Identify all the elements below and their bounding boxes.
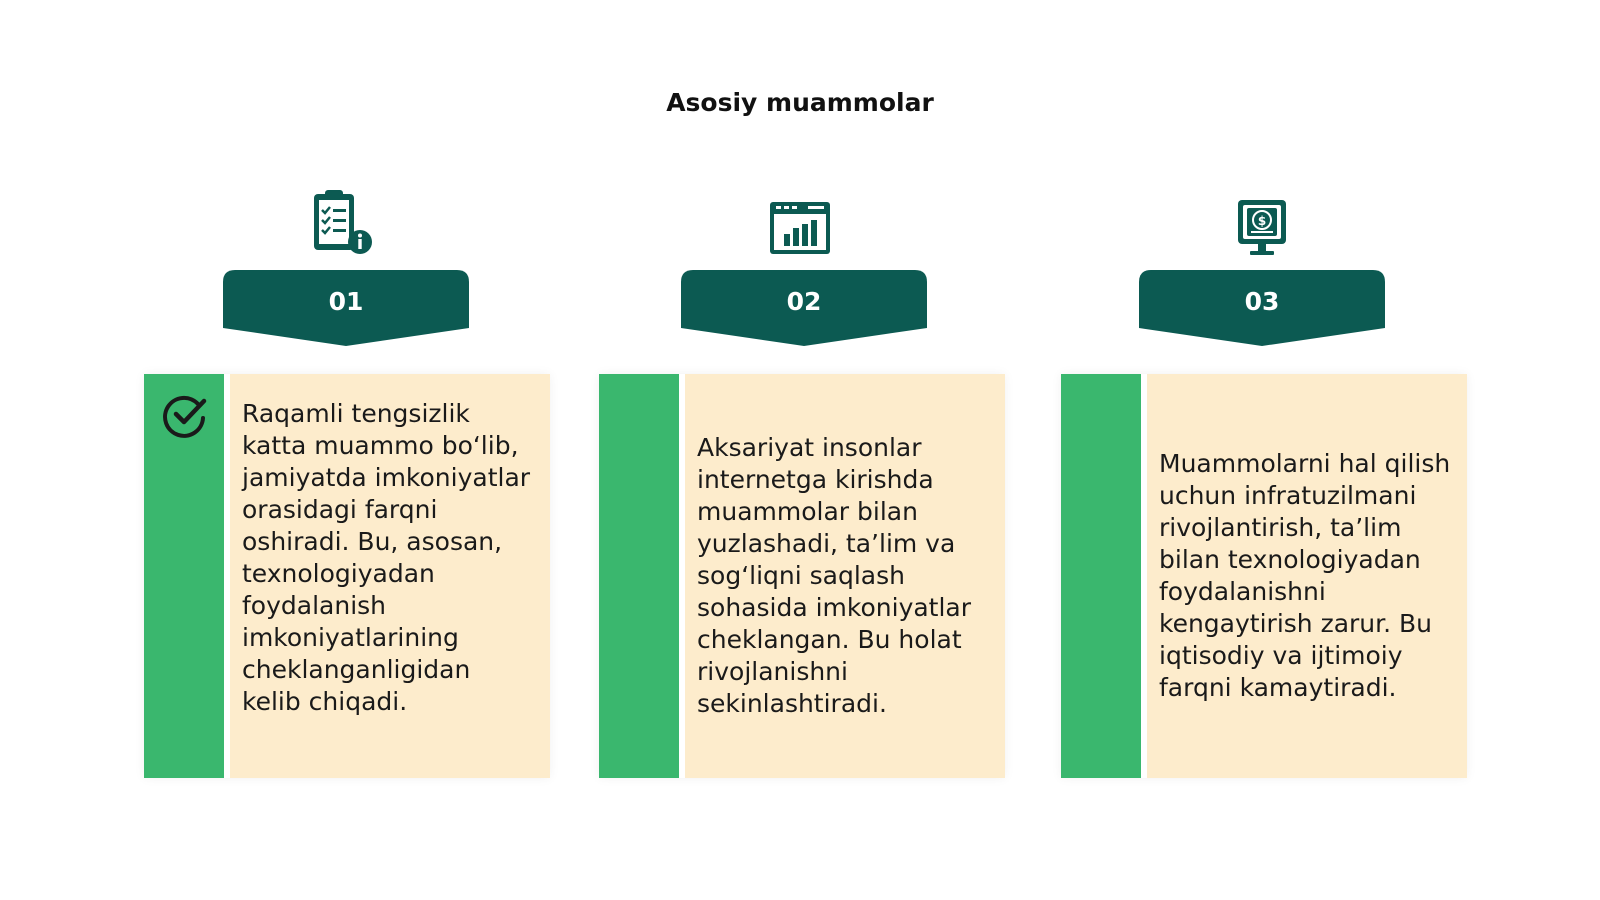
svg-text:$: $ [1257, 214, 1267, 228]
badge-number: 01 [328, 287, 364, 316]
card-text-box [685, 374, 1005, 778]
badge-number: 02 [786, 287, 822, 316]
clipboard-checklist-info-icon [310, 188, 378, 260]
browser-bar-chart-icon [768, 200, 832, 260]
card-accent-bar [599, 374, 679, 778]
card-accent-bar [144, 374, 224, 778]
badge-number: 03 [1244, 287, 1280, 316]
card-text: Aksariyat insonlar internetga kirishda muammolar bilan yuzlashadi, ta’lim va sog‘liqni saqlash sohasida imkoniyatlar cheklangan. Bu holat rivojlanishni sekinlashtiradi. [697, 433, 972, 718]
card-3 [1061, 374, 1467, 778]
badge-1 [223, 270, 469, 354]
badge-2 [681, 270, 927, 354]
card-text: Raqamli tengsizlik katta muammo bo‘lib, jamiyatda imkoniyatlar orasidagi farqni oshiradi. Bu, asosan, texnologiyadan foydalanish imkoniyatlarining cheklanganligidan kelib chiqadi. [242, 399, 531, 716]
badge-3 [1139, 270, 1385, 354]
check-circle-icon [162, 392, 208, 442]
card-2 [599, 374, 1005, 778]
card-text-box [230, 374, 550, 778]
computer-dollar-icon [1236, 198, 1288, 262]
card-1 [144, 374, 550, 778]
card-accent-bar [1061, 374, 1141, 778]
card-text: Muammolarni hal qilish uchun infratuzilmani rivojlantirish, ta’lim bilan texnologiyadan foydalanishni kengaytirish zarur. Bu iqtisodiy va ijtimoiy farqni kamaytiradi. [1159, 449, 1451, 702]
card-text-box [1147, 374, 1467, 778]
slide-title: Asosiy muammolar [666, 88, 934, 117]
